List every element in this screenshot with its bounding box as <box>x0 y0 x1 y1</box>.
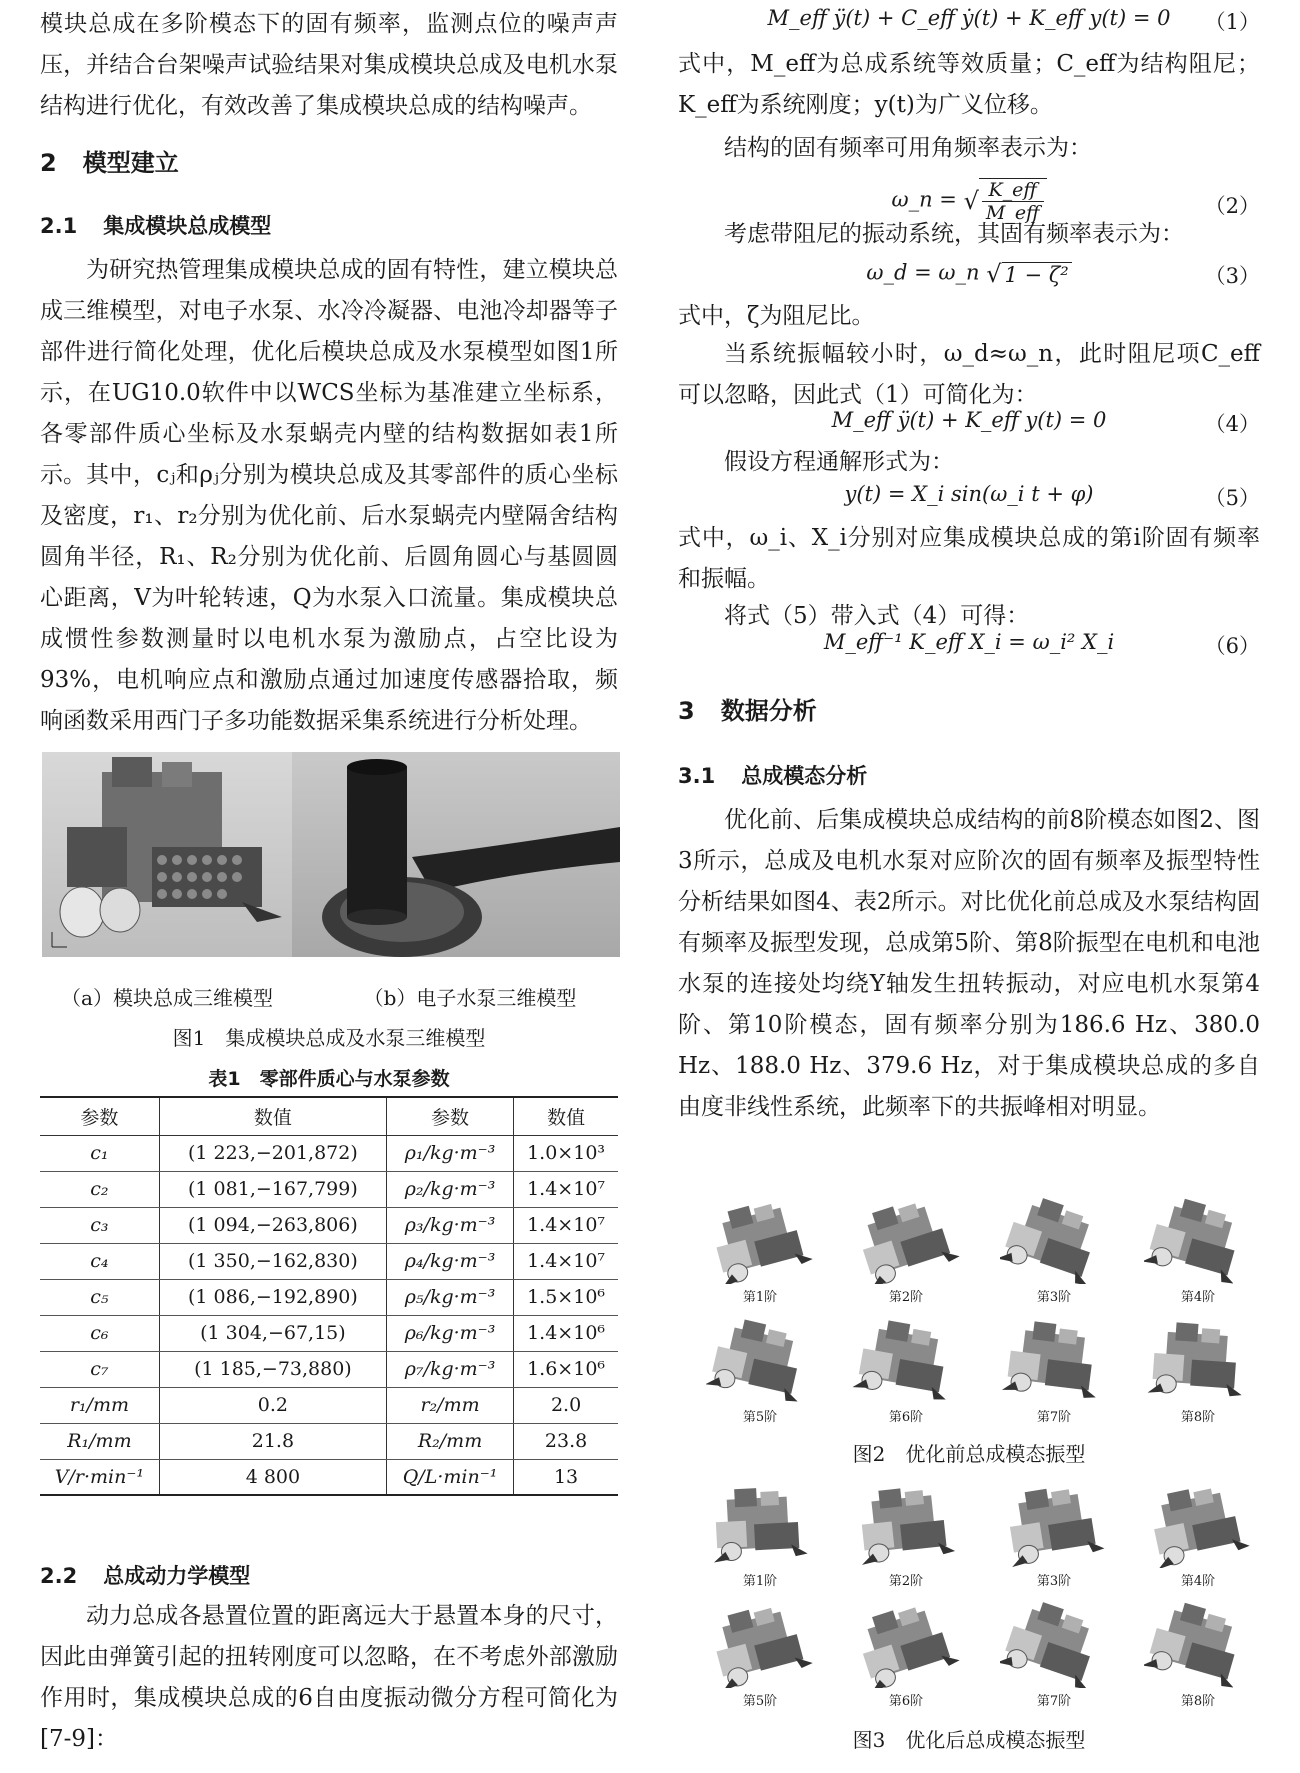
mode-shape-cell <box>1144 1480 1252 1592</box>
paragraph-eq5-def: 式中，ω_i、X_i分别对应集成模块总成的第i阶固有频率和振幅。 <box>678 525 1260 592</box>
table-row <box>40 1351 618 1387</box>
mode-shape-label: 第6阶 <box>888 1694 924 1709</box>
fig2-caption: 图2 优化前总成模态振型 <box>852 1442 1086 1466</box>
sqrt-sign: √ <box>963 187 979 215</box>
table-row <box>40 1207 618 1243</box>
mode-shape-cell <box>1000 1316 1108 1428</box>
table-header: 参数 <box>40 1097 159 1135</box>
mode-shape-label: 第2阶 <box>888 1574 924 1589</box>
equation-5 <box>678 478 1260 516</box>
mode-shape-image <box>1000 1480 1108 1568</box>
fig1-subcaption-b: （b）电子水泵三维模型 <box>363 986 577 1010</box>
fig1-caption: 图1 集成模块总成及水泵三维模型 <box>172 1026 486 1050</box>
mode-shape-image <box>1000 1600 1108 1688</box>
fraction-numerator: K_eff <box>982 179 1044 202</box>
table-cell: ρ₁/kg·m⁻³ <box>386 1135 513 1171</box>
table-cell: c₆ <box>40 1315 159 1351</box>
sqrt-radicand: 1 − ζ² <box>1002 262 1072 287</box>
table-cell: 0.2 <box>159 1387 386 1423</box>
table-cell: ρ₂/kg·m⁻³ <box>386 1171 513 1207</box>
mode-shape-image <box>1144 1480 1252 1568</box>
mode-shape-image <box>852 1480 960 1568</box>
table-cell: ρ₆/kg·m⁻³ <box>386 1315 513 1351</box>
mode-shape-cell <box>852 1600 960 1712</box>
mode-shape-cell <box>1000 1196 1108 1308</box>
mode-shape-cell <box>852 1480 960 1592</box>
mode-shape-label: 第4阶 <box>1180 1574 1216 1589</box>
table-body <box>40 1135 618 1495</box>
mode-shape-label: 第8阶 <box>1180 1410 1216 1425</box>
module-3d-model-image <box>42 752 292 957</box>
table-cell: c₇ <box>40 1351 159 1387</box>
table-cell: 4 800 <box>159 1459 386 1495</box>
equation-6 <box>678 626 1260 664</box>
table-cell: 1.6×10⁶ <box>514 1351 618 1387</box>
equation-1 <box>678 2 1260 40</box>
mode-shape-cell <box>706 1196 814 1308</box>
section-3-1-heading <box>678 762 867 790</box>
equation-number: （1） <box>1204 10 1260 34</box>
table-cell: R₁/mm <box>40 1423 159 1459</box>
mode-shape-label: 第7阶 <box>1036 1694 1072 1709</box>
paragraph-params: 其中，cⱼ和ρⱼ分别为模块总成及其零部件的质心坐标及密度，r₁、r₂分别为优化前、后水泵蜗壳内壁隔舍结构圆角半径，R₁、R₂分别为优化前、后圆角圆心与基圆圆心距离，V为叶轮转速，Q为水泵入口流量。集成模块总成惯性参数测量时以电机水泵为激励点，占空比设为93%，电机响应点和激励点通过加速度传感器拾取，频响函数采用西门子多功能数据采集系统进行分析处理。 <box>40 462 618 734</box>
table-cell: 13 <box>514 1459 618 1495</box>
pump-3d-model-image <box>292 752 620 957</box>
mode-shape-image <box>706 1600 814 1688</box>
mode-shape-cell <box>706 1480 814 1592</box>
table-cell: 21.8 <box>159 1423 386 1459</box>
table-header: 数值 <box>514 1097 618 1135</box>
table-cell: 1.4×10⁷ <box>514 1171 618 1207</box>
mode-shape-label: 第5阶 <box>742 1694 778 1709</box>
table-cell: 1.4×10⁶ <box>514 1315 618 1351</box>
paragraph-natural-freq: 结构的固有频率可用角频率表示为： <box>724 135 1092 161</box>
equation-3 <box>678 256 1260 294</box>
table-row <box>40 1243 618 1279</box>
table-row <box>40 1459 618 1495</box>
equation-number: （6） <box>1204 634 1260 658</box>
table-row <box>40 1135 618 1171</box>
table-cell: r₁/mm <box>40 1387 159 1423</box>
mode-shape-cell <box>1000 1600 1108 1712</box>
mode-shape-image <box>706 1316 814 1404</box>
table-cell: 1.4×10⁷ <box>514 1243 618 1279</box>
section-number: 3 <box>678 697 695 725</box>
table-cell: Q/L·min⁻¹ <box>386 1459 513 1495</box>
mode-shape-label: 第5阶 <box>742 1410 778 1425</box>
sqrt-sign: √ <box>986 260 1002 288</box>
mode-shape-image <box>1144 1600 1252 1688</box>
mode-shape-cell <box>1144 1196 1252 1308</box>
paragraph-small-amp: 当系统振幅较小时，ω_d≈ω_n，此时阻尼项C_eff可以忽略，因此式（1）可简化为： <box>678 341 1260 408</box>
paragraph-assume: 假设方程通解形式为： <box>724 449 954 475</box>
mode-shape-label: 第3阶 <box>1036 1290 1072 1305</box>
section-number: 2 <box>40 149 57 177</box>
table-cell: 23.8 <box>514 1423 618 1459</box>
intro-paragraph: 模块总成在多阶模态下的固有频率，监测点位的噪声声压，并结合台架噪声试验结果对集成模块总成及电机水泵结构进行优化，有效改善了集成模块总成的结构噪声。 <box>40 11 618 119</box>
mode-shape-label: 第1阶 <box>742 1290 778 1305</box>
equation-body: y(t) = X_i sin(ω_i t + φ) <box>844 482 1094 506</box>
table-cell: (1 185,−73,880) <box>159 1351 386 1387</box>
equation-number: （2） <box>1204 194 1260 218</box>
fig3-caption: 图3 优化后总成模态振型 <box>852 1728 1086 1752</box>
table-cell: 1.5×10⁶ <box>514 1279 618 1315</box>
table1-caption: 表1 零部件质心与水泵参数 <box>208 1068 450 1090</box>
table-cell: r₂/mm <box>386 1387 513 1423</box>
section-title: 总成模态分析 <box>741 764 868 788</box>
equation-body: M_eff ÿ(t) + K_eff y(t) = 0 <box>831 408 1107 432</box>
mode-shape-label: 第6阶 <box>888 1410 924 1425</box>
mode-shape-label: 第1阶 <box>742 1574 778 1589</box>
table-cell: 2.0 <box>514 1387 618 1423</box>
table-cell: c₃ <box>40 1207 159 1243</box>
mode-shape-cell <box>1000 1480 1108 1592</box>
paragraph-substitute: 将式（5）带入式（4）可得： <box>724 603 1030 629</box>
mode-shape-cell <box>706 1316 814 1428</box>
section-number: 3.1 <box>678 764 716 788</box>
mode-shape-label: 第8阶 <box>1180 1694 1216 1709</box>
mode-shape-cell <box>852 1316 960 1428</box>
table-cell: R₂/mm <box>386 1423 513 1459</box>
section-title: 集成模块总成模型 <box>103 214 272 238</box>
table-header-row <box>40 1097 618 1135</box>
mode-shape-image <box>1000 1196 1108 1284</box>
mode-shape-image <box>852 1196 960 1284</box>
table-cell: ρ₃/kg·m⁻³ <box>386 1207 513 1243</box>
mode-shape-cell <box>706 1600 814 1712</box>
equation-number: （3） <box>1204 264 1260 288</box>
section-title: 模型建立 <box>82 149 179 177</box>
table-cell: (1 081,−167,799) <box>159 1171 386 1207</box>
mode-shape-label: 第2阶 <box>888 1290 924 1305</box>
table-row <box>40 1279 618 1315</box>
table-header: 参数 <box>386 1097 513 1135</box>
table-cell: V/r·min⁻¹ <box>40 1459 159 1495</box>
equation-lhs: ω_d = ω_n <box>866 260 980 285</box>
table-cell: c₅ <box>40 1279 159 1315</box>
equation-body: M_eff⁻¹ K_eff X_i = ω_i² X_i <box>823 630 1115 654</box>
table-cell: (1 094,−263,806) <box>159 1207 386 1243</box>
table-cell: ρ₅/kg·m⁻³ <box>386 1279 513 1315</box>
table-cell: 1.4×10⁷ <box>514 1207 618 1243</box>
table-cell: c₄ <box>40 1243 159 1279</box>
mode-shape-image <box>706 1196 814 1284</box>
section-title: 总成动力学模型 <box>103 1564 251 1588</box>
mode-shape-label: 第4阶 <box>1180 1290 1216 1305</box>
mode-shape-cell <box>1144 1600 1252 1712</box>
paragraph-model: 为研究热管理集成模块总成的固有特性，建立模块总成三维模型，对电子水泵、水冷冷凝器、电池冷却器等子部件进行简化处理，优化后模块总成及水泵模型如图1所示，在UG10.0软件中以WCS坐标为基准建立坐标系，各零部件质心坐标及水泵蜗壳内壁的结构数据如表1所示。 <box>40 257 618 488</box>
section-title: 数据分析 <box>720 697 817 725</box>
table-cell: ρ₇/kg·m⁻³ <box>386 1351 513 1387</box>
table-cell: (1 223,−201,872) <box>159 1135 386 1171</box>
section-2-2-heading <box>40 1562 250 1590</box>
section-number: 2.2 <box>40 1564 78 1588</box>
mode-shape-image <box>852 1600 960 1688</box>
table-row <box>40 1171 618 1207</box>
fraction-denominator: M_eff <box>985 202 1040 224</box>
mode-shape-label: 第7阶 <box>1036 1410 1072 1425</box>
table-cell: 1.0×10³ <box>514 1135 618 1171</box>
equation-4 <box>678 404 1260 442</box>
mode-shape-cell <box>852 1196 960 1308</box>
table-row <box>40 1387 618 1423</box>
paragraph-eq1-def: 式中，M_eff为总成系统等效质量；C_eff为结构阻尼；K_eff为系统刚度；y(t)为广义位移。 <box>678 51 1260 118</box>
table-cell: c₂ <box>40 1171 159 1207</box>
paragraph-zeta: 式中，ζ为阻尼比。 <box>678 303 875 329</box>
module-3d-model-drawing <box>42 752 292 957</box>
paragraph-dynamics: 动力总成各悬置位置的距离远大于悬置本身的尺寸，因此由弹簧引起的扭转刚度可以忽略，在不考虑外部激励作用时，集成模块总成的6自由度振动微分方程可简化为[7-9]： <box>40 1603 618 1752</box>
table-cell: (1 304,−67,15) <box>159 1315 386 1351</box>
table-cell: (1 086,−192,890) <box>159 1279 386 1315</box>
paragraph-damped: 考虑带阻尼的振动系统，其固有频率表示为： <box>724 221 1184 247</box>
table-cell: c₁ <box>40 1135 159 1171</box>
mode-shape-image <box>852 1316 960 1404</box>
pump-3d-model-drawing <box>292 752 620 957</box>
table1 <box>40 1096 618 1496</box>
mode-shape-image <box>706 1480 814 1568</box>
table-row <box>40 1423 618 1459</box>
equation-lhs: ω_n = <box>891 187 957 212</box>
table-cell: ρ₄/kg·m⁻³ <box>386 1243 513 1279</box>
equation-number: （5） <box>1204 486 1260 510</box>
section-number: 2.1 <box>40 214 78 238</box>
table-header: 数值 <box>159 1097 386 1135</box>
equation-body: M_eff ÿ(t) + C_eff ẏ(t) + K_eff y(t) = 0 <box>767 6 1171 30</box>
table-row <box>40 1315 618 1351</box>
equation-number: （4） <box>1204 412 1260 436</box>
table-cell: (1 350,−162,830) <box>159 1243 386 1279</box>
paragraph-modal: 优化前、后集成模块总成结构的前8阶模态如图2、图3所示，总成及电机水泵对应阶次的固有频率及振型特性分析结果如图4、表2所示。对比优化前总成及水泵结构固有频率及振型发现，总成第5阶、第8阶振型在电机和电池水泵的连接处均绕Y轴发生扭转振动，对应电机水泵第4阶、第10阶模态，固有频率分别为186.6 Hz、380.0 Hz、188.0 Hz、379.6 Hz，对于集成模块总成的多自由度非线性系统，此频率下的共振峰相对明显。 <box>678 807 1260 1120</box>
section-3-heading <box>678 696 817 726</box>
section-2-1-heading <box>40 212 271 240</box>
mode-shape-cell <box>1144 1316 1252 1428</box>
section-2-heading <box>40 148 179 178</box>
mode-shape-image <box>1144 1196 1252 1284</box>
mode-shape-image <box>1144 1316 1252 1404</box>
mode-shape-label: 第3阶 <box>1036 1574 1072 1589</box>
mode-shape-image <box>1000 1316 1108 1404</box>
fig1-subcaption-a: （a）模块总成三维模型 <box>61 986 273 1010</box>
